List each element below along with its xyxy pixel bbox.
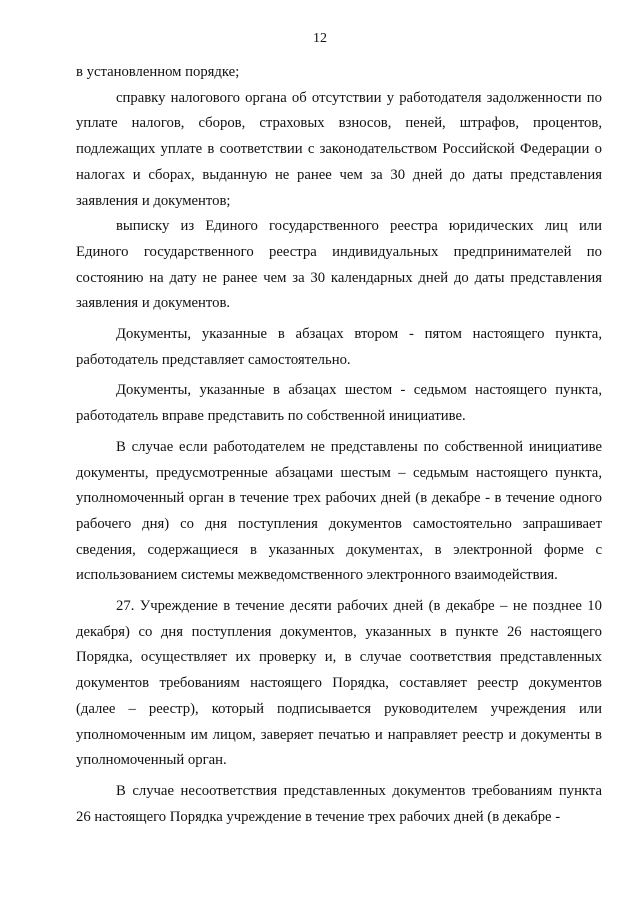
paragraph-item-27: 27. Учреждение в течение десяти рабочих дней (в декабре – не позднее 10 декабря) со дня поступления документов, указанных в пункте 26 настоящего Порядка, осуществляет их проверку и, в случае соответствия представленных документов требованиям настоящего Порядка, составляет реестр документов (далее – реестр), который подписывается руководителем учреждения или уполномоченным им лицом, заверяет печатью и направляет реестр и документы в уполномоченный орган. <box>76 598 602 769</box>
document-body <box>76 60 602 835</box>
paragraph-nonconformity: В случае несоответствия представленных документов требованиям пункта 26 настоящего Порядка учреждение в течение трех рабочих дней (в декабре - <box>76 782 602 825</box>
paragraph-documents-optional: Документы, указанные в абзацах шестом - седьмом настоящего пункта, работодатель вправе представить по собственной инициативе. <box>76 382 602 425</box>
page-number: 12 <box>313 31 327 46</box>
paragraph-registry-extract: выписку из Единого государственного реестра юридических лиц или Единого государственного реестра индивидуальных предпринимателей по состоянию на дату не ранее чем за 30 календарных дней до даты представления заявления и документов. <box>76 218 602 312</box>
paragraph-tax-certificate: справку налогового органа об отсутствии у работодателя задолженности по уплате налогов, сборов, страховых взносов, пеней, штрафов, процентов, подлежащих уплате в соответствии с законодательством Российской Федерации о налогах и сборах, выданную не ранее чем за 30 дней до даты представления заявления и документов; <box>76 89 602 209</box>
paragraph-interagency-request: В случае если работодателем не представлены по собственной инициативе документы, предусмотренные абзацами шестым – седьмым настоящего пункта, уполномоченный орган в течение трех рабочих дней (в декабре - в течение одного рабочего дня) со дня поступления документов самостоятельно запрашивает сведения, содержащиеся в указанных документах, в электронной форме с использованием системы межведомственного электронного взаимодействия. <box>76 438 602 584</box>
paragraph-continuation: в установленном порядке; <box>76 64 240 80</box>
paragraph-documents-self-submitted: Документы, указанные в абзацах втором - пятом настоящего пункта, работодатель представляет самостоятельно. <box>76 326 602 368</box>
